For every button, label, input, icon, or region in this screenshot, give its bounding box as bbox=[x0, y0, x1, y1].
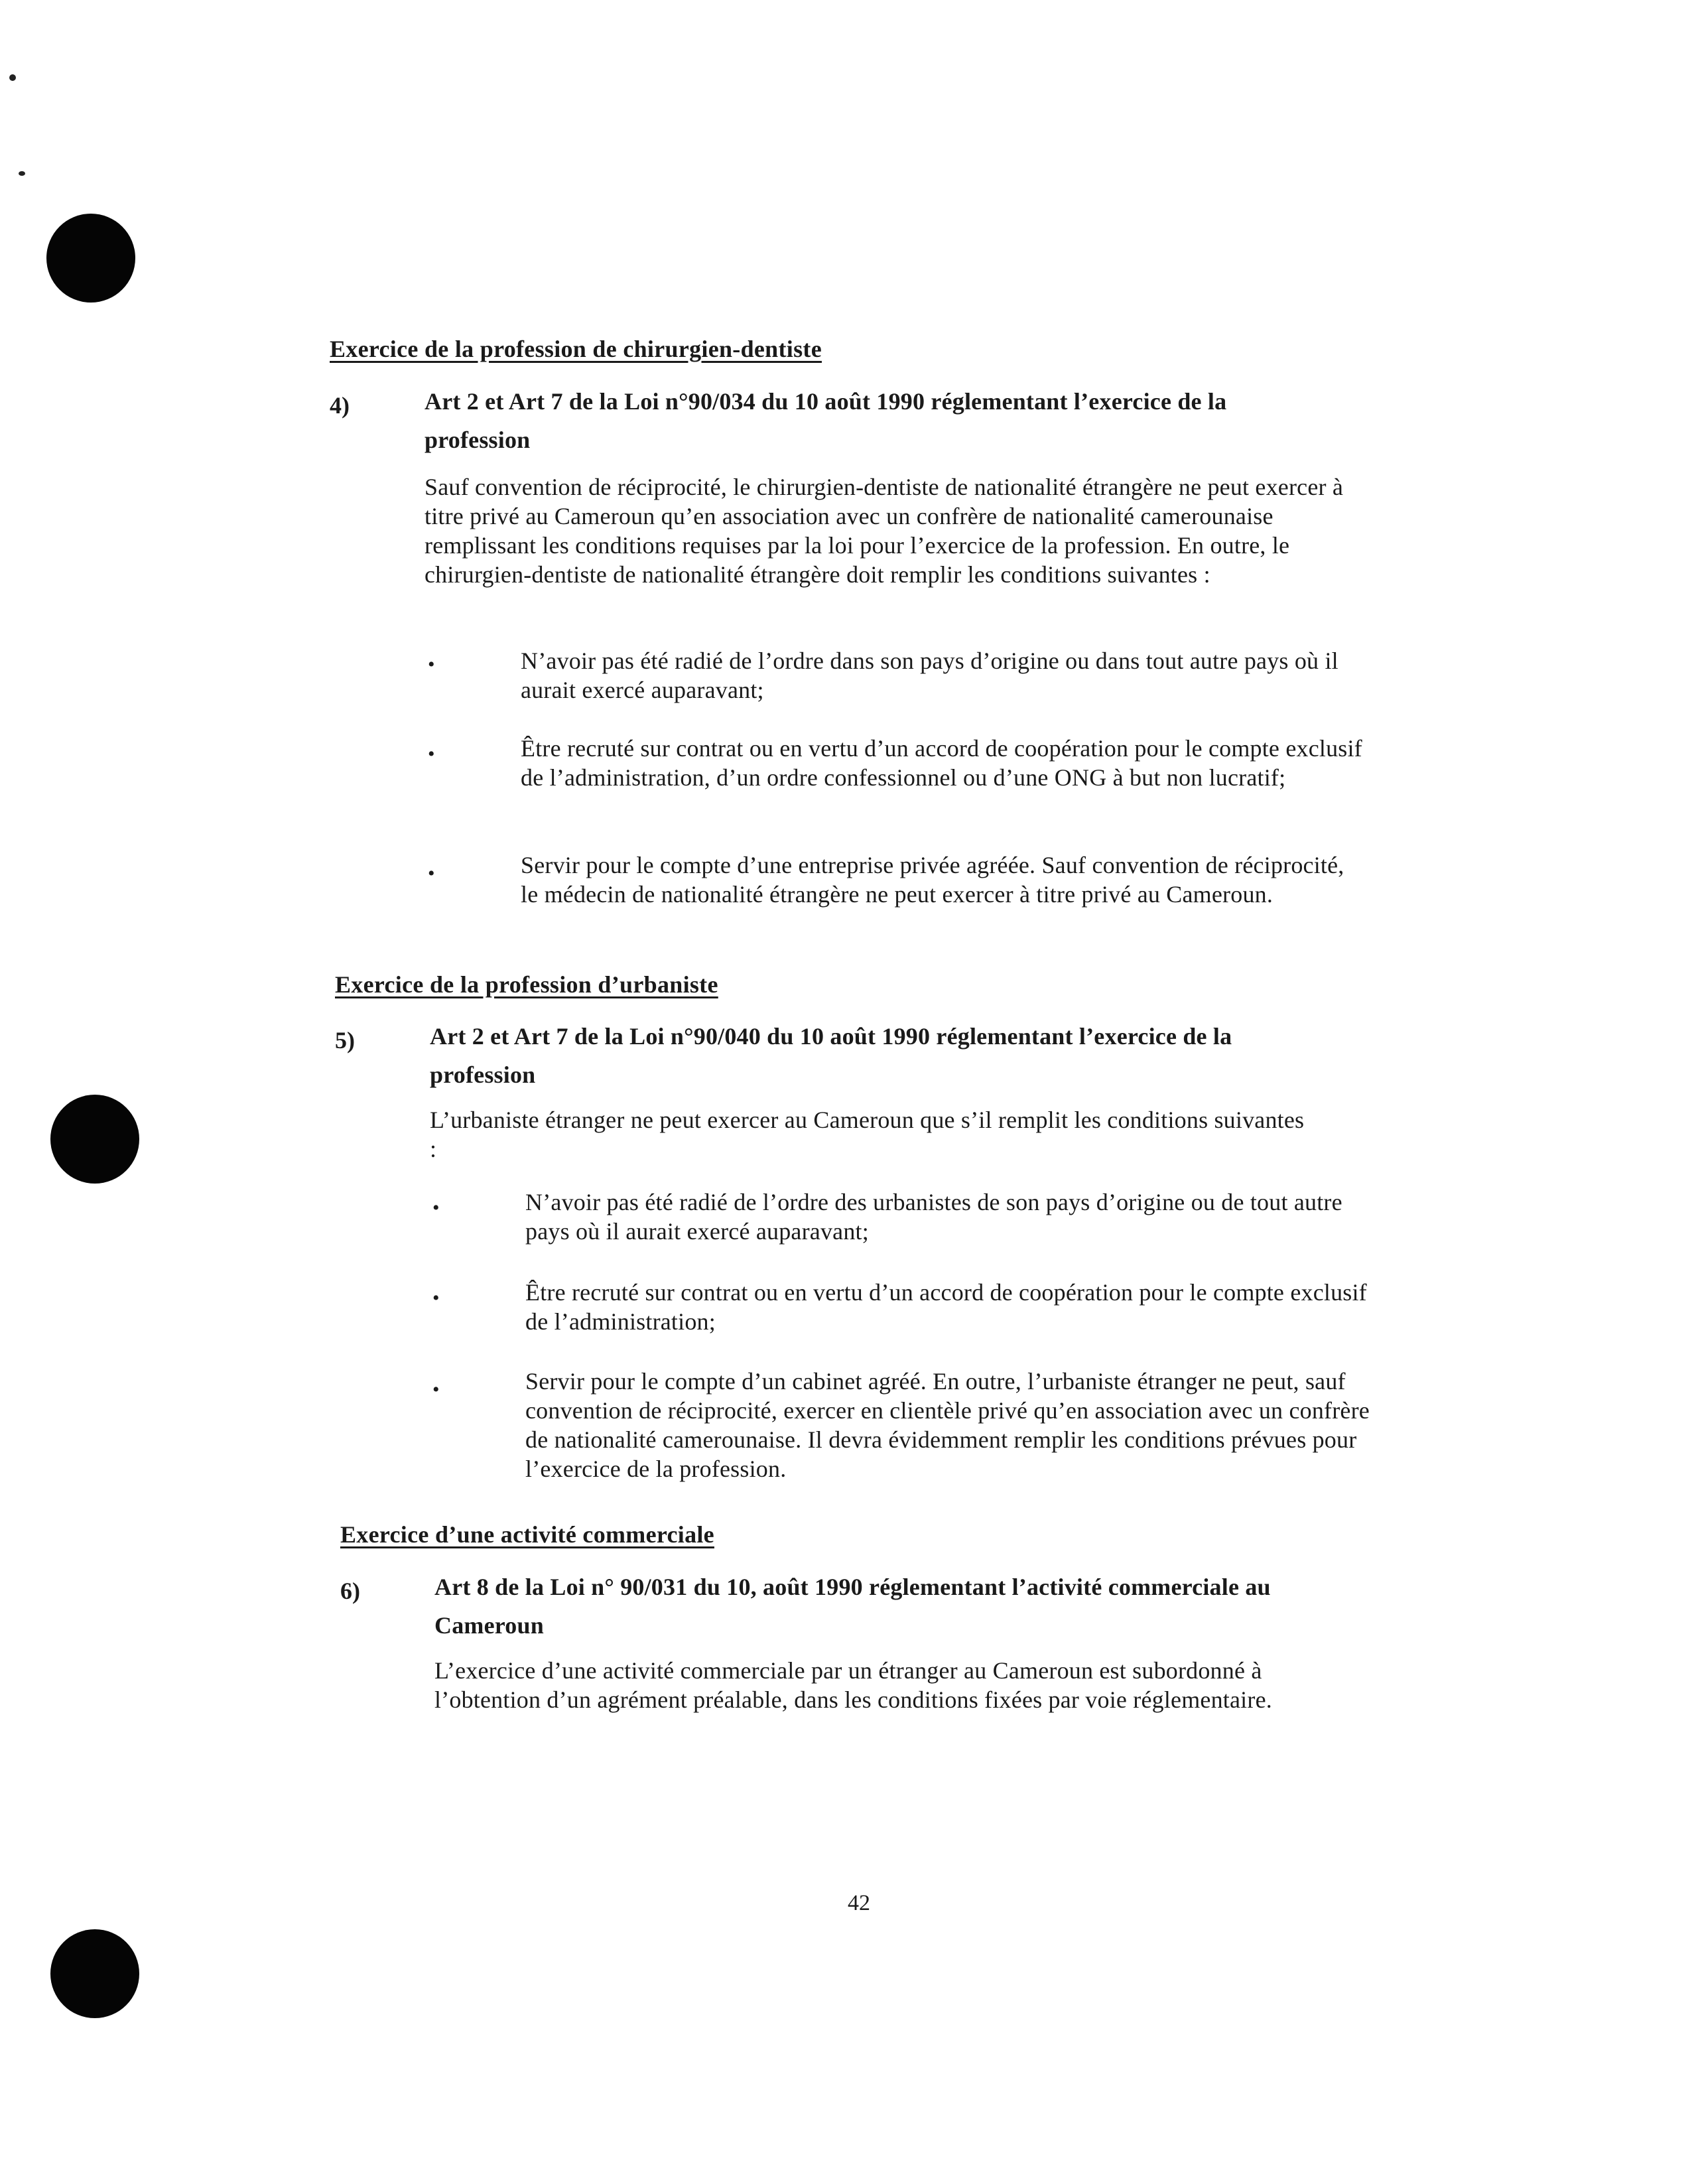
section-heading-chirurgien-dentiste: Exercice de la profession de chirurgien-dentiste bbox=[330, 336, 822, 362]
bullet-item: Servir pour le compte d’une entreprise privée agréée. Sauf convention de réciprocité, le médecin de nationalité étrangère ne peut exercer à titre privé au Cameroun. bbox=[521, 852, 1344, 908]
punch-hole-middle bbox=[50, 1095, 139, 1184]
article-title: Art 2 et Art 7 de la Loi n°90/034 du 10 août 1990 réglementant l’exercice de la profession bbox=[424, 388, 1227, 453]
bullet-marker: • bbox=[428, 862, 435, 884]
bullet-marker: • bbox=[432, 1379, 440, 1400]
article-number: 5) bbox=[335, 1027, 355, 1054]
article-paragraph: L’urbaniste étranger ne peut exercer au Cameroun que s’il remplit les conditions suivantes : bbox=[430, 1107, 1305, 1162]
section-heading-activite-commerciale: Exercice d’une activité commerciale bbox=[340, 1521, 714, 1548]
bullet-item: N’avoir pas été radié de l’ordre des urbanistes de son pays d’origine ou de tout autre pays où il aurait exercé auparavant; bbox=[525, 1189, 1342, 1245]
scan-speck bbox=[19, 171, 25, 176]
page-number: 42 bbox=[848, 1891, 870, 1915]
bullet-marker: • bbox=[428, 653, 435, 675]
article-paragraph: L’exercice d’une activité commerciale par un étranger au Cameroun est subordonné à l’obtention d’un agrément préalable, dans les conditions fixées par voie réglementaire. bbox=[434, 1657, 1272, 1713]
bullet-item: N’avoir pas été radié de l’ordre dans son pays d’origine ou dans tout autre pays où il aurait exercé auparavant; bbox=[521, 648, 1338, 703]
article-number: 6) bbox=[340, 1578, 360, 1604]
punch-hole-top bbox=[46, 214, 135, 303]
scan-speck bbox=[9, 74, 16, 81]
section-heading-urbaniste: Exercice de la profession d’urbaniste bbox=[335, 971, 718, 998]
bullet-item: Être recruté sur contrat ou en vertu d’un accord de coopération pour le compte exclusif de l’administration; bbox=[525, 1279, 1367, 1335]
bullet-marker: • bbox=[432, 1197, 440, 1219]
article-title: Art 8 de la Loi n° 90/031 du 10, août 1990 réglementant l’activité commerciale au Cameroun bbox=[434, 1574, 1271, 1639]
bullet-marker: • bbox=[432, 1287, 440, 1309]
bullet-item: Être recruté sur contrat ou en vertu d’un accord de coopération pour le compte exclusif de l’administration, d’un ordre confessionnel ou d’une ONG à but non lucratif; bbox=[521, 735, 1362, 791]
bullet-item: Servir pour le compte d’un cabinet agréé. En outre, l’urbaniste étranger ne peut, sauf convention de réciprocité, exercer en clientèle privé qu’en association avec un confrère de nationalité camerounaise. Il devra évidemment remplir les conditions prévues pour l’exercice de la profession. bbox=[525, 1368, 1370, 1482]
article-number: 4) bbox=[330, 392, 350, 419]
bullet-marker: • bbox=[428, 743, 435, 765]
article-paragraph: Sauf convention de réciprocité, le chirurgien-dentiste de nationalité étrangère ne peut exercer à titre privé au Cameroun qu’en association avec un confrère de nationalité camerounaise remplissant les conditions requises par la loi pour l’exercice de la profession. En outre, le chirurgien-dentiste de nationalité étrangère doit remplir les conditions suivantes : bbox=[424, 474, 1344, 588]
article-title: Art 2 et Art 7 de la Loi n°90/040 du 10 août 1990 réglementant l’exercice de la profession bbox=[430, 1023, 1232, 1088]
punch-hole-bottom bbox=[50, 1929, 139, 2018]
